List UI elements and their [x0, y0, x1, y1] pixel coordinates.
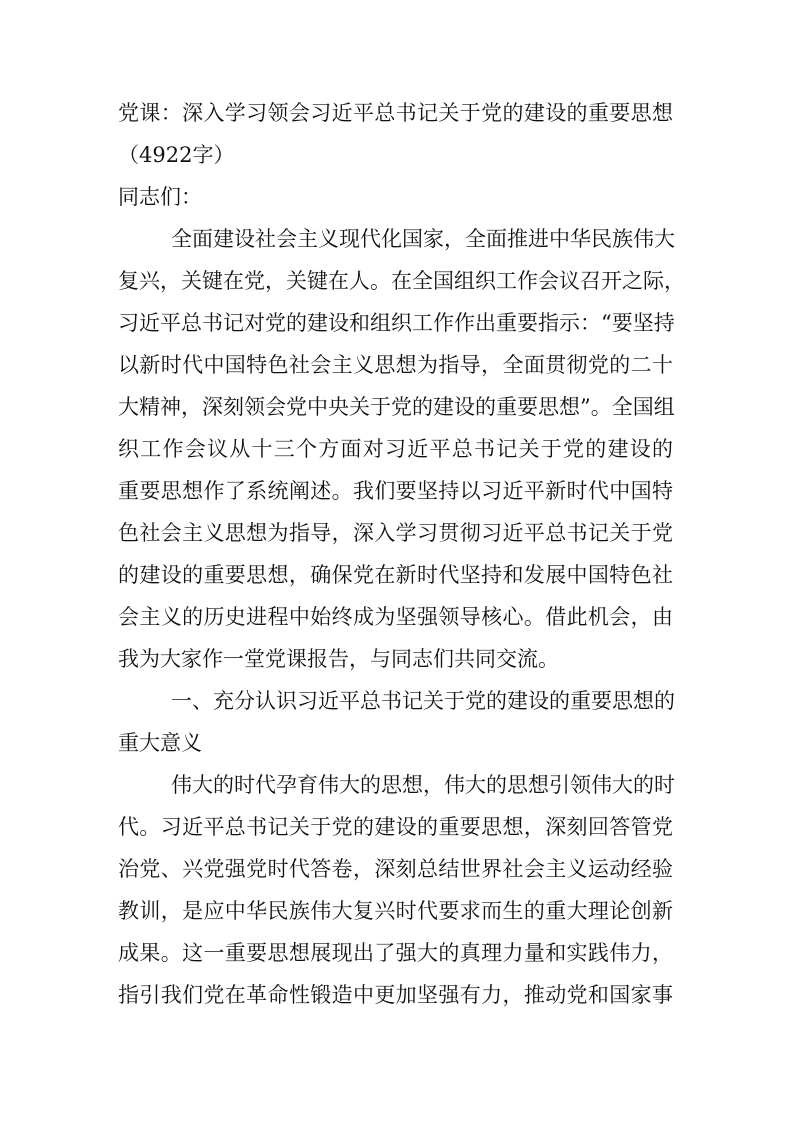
text-line: 代。习近平总书记关于党的建设的重要思想，深刻回答管党 [118, 815, 673, 839]
text-line: 色社会主义思想为指导，深入学习贯彻习近平总书记关于党 [118, 521, 673, 545]
text-line: 以新时代中国特色社会主义思想为指导，全面贯彻党的二十 [118, 353, 673, 377]
document-page [118, 92, 685, 1016]
document-title: 党课：深入学习领会习近平总书记关于党的建设的重要思想 [118, 101, 673, 125]
paragraph [118, 218, 685, 680]
text-line: 重大意义 [118, 731, 202, 755]
text-line: 指引我们党在革命性锻造中更加坚强有力，推动党和国家事 [118, 983, 673, 1007]
text-line: 习近平总书记对党的建设和组织工作作出重要指示：“要坚持 [118, 311, 675, 335]
body-paragraphs [118, 218, 685, 1016]
word-count: （4922字） [118, 143, 235, 167]
text-line: 我为大家作一堂党课报告，与同志们共同交流。 [118, 647, 559, 671]
salutation: 同志们： [118, 185, 202, 209]
text-line: 大精神，深刻领会党中央关于党的建设的重要思想”。全国组 [118, 395, 675, 419]
text-line: 教训，是应中华民族伟大复兴时代要求而生的重大理论创新 [118, 899, 673, 923]
text-line: 伟大的时代孕育伟大的思想，伟大的思想引领伟大的时 [171, 773, 675, 797]
text-line: 的建设的重要思想，确保党在新时代坚持和发展中国特色社 [118, 563, 673, 587]
text-line: 重要思想作了系统阐述。我们要坚持以习近平新时代中国特 [118, 479, 673, 503]
text-line: 织工作会议从十三个方面对习近平总书记关于党的建设的 [118, 437, 673, 461]
text-line: 成果。这一重要思想展现出了强大的真理力量和实践伟力， [118, 941, 673, 965]
paragraph [118, 764, 673, 1016]
text-line: 会主义的历史进程中始终成为坚强领导核心。借此机会，由 [118, 605, 673, 629]
text-line: 治党、兴党强党时代答卷，深刻总结世界社会主义运动经验 [118, 857, 673, 881]
section-heading [118, 680, 673, 764]
text-line: 全面建设社会主义现代化国家，全面推进中华民族伟大 [171, 227, 675, 251]
text-line: 一、充分认识习近平总书记关于党的建设的重要思想的 [171, 689, 675, 713]
text-line: 复兴，关键在党，关键在人。在全国组织工作会议召开之际， [118, 269, 685, 293]
